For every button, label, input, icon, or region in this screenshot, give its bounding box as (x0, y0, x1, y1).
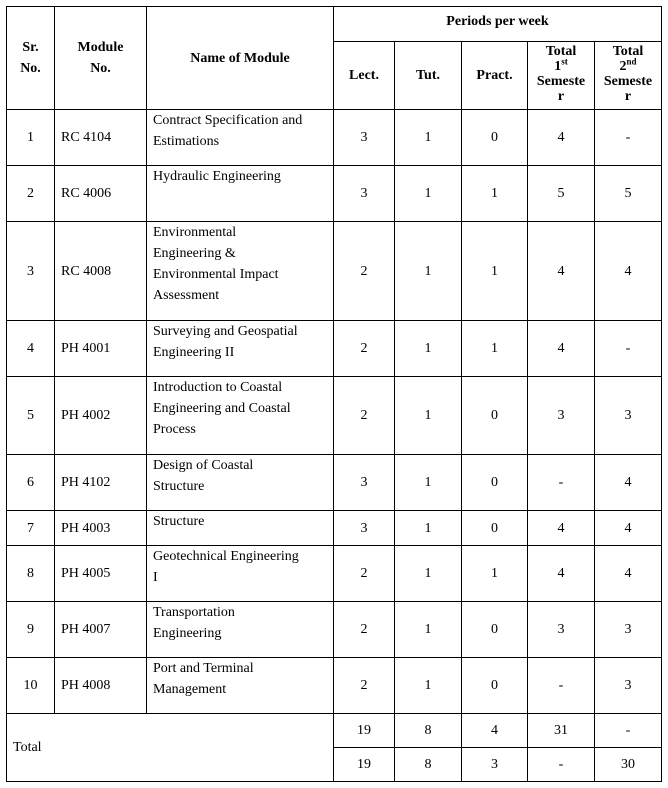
module-name-cell (147, 511, 334, 546)
pract-cell: 1 (462, 546, 528, 602)
module-name-cell (147, 166, 334, 222)
tut-cell: 1 (395, 222, 462, 321)
sr-no-cell: 6 (7, 455, 55, 511)
module-name-line: Surveying and Geospatial (153, 324, 298, 339)
sr-no-cell: 4 (7, 321, 55, 377)
module-name-line: Port and Terminal (153, 661, 254, 676)
module-name-cell (147, 377, 334, 455)
tut-cell: 1 (395, 110, 462, 166)
pract-cell: 0 (462, 511, 528, 546)
sr-no-cell: 3 (7, 222, 55, 321)
module-name-line: I (153, 570, 158, 585)
module-code-cell: RC 4006 (55, 166, 147, 222)
tut-cell: 1 (395, 511, 462, 546)
sem2-total-cell: - (595, 110, 662, 166)
tut-cell: 1 (395, 658, 462, 714)
sem2-total-cell: 3 (595, 377, 662, 455)
sem2-total-cell: 4 (595, 511, 662, 546)
sem1-total-cell: 4 (528, 110, 595, 166)
lect-cell: 3 (334, 455, 395, 511)
module-name-cell (147, 222, 334, 321)
pract-cell: 1 (462, 321, 528, 377)
module-name-cell (147, 321, 334, 377)
pract-cell: 1 (462, 166, 528, 222)
table-row (7, 321, 662, 377)
table-row (7, 511, 662, 546)
lect-cell: 2 (334, 546, 395, 602)
sem1-total-cell: - (528, 455, 595, 511)
total-tut-1: 8 (395, 714, 462, 748)
lect-cell: 2 (334, 377, 395, 455)
pract-cell: 0 (462, 658, 528, 714)
sem2-total-cell: - (595, 321, 662, 377)
module-name-line: Introduction to Coastal (153, 380, 283, 395)
sem2-total-cell: 4 (595, 455, 662, 511)
module-name-line: Hydraulic Engineering (153, 169, 281, 184)
module-name-cell (147, 110, 334, 166)
sem2-total-cell: 3 (595, 602, 662, 658)
module-name-cell (147, 658, 334, 714)
tut-cell: 1 (395, 166, 462, 222)
module-name-line: Environmental (153, 225, 237, 240)
module-code-cell: PH 4003 (55, 511, 147, 546)
tut-cell: 1 (395, 377, 462, 455)
header-lect: Lect. (334, 42, 395, 110)
lect-cell: 3 (334, 166, 395, 222)
table-row (7, 222, 662, 321)
module-table (6, 6, 662, 782)
sr-no-cell: 10 (7, 658, 55, 714)
table-row (7, 110, 662, 166)
module-name-line: Transportation (153, 605, 235, 620)
module-name-line: Process (153, 422, 196, 437)
module-code-cell: PH 4002 (55, 377, 147, 455)
module-name-line: Structure (153, 514, 205, 529)
module-name-line: Engineering (153, 626, 222, 641)
module-code-cell: PH 4005 (55, 546, 147, 602)
lect-cell: 2 (334, 602, 395, 658)
total-label: Total (7, 714, 334, 782)
pract-cell: 0 (462, 110, 528, 166)
module-code-cell: PH 4001 (55, 321, 147, 377)
sr-no-cell: 2 (7, 166, 55, 222)
module-name-line: Assessment (153, 288, 220, 303)
pract-cell: 0 (462, 377, 528, 455)
total-sem2-2: 30 (595, 748, 662, 782)
table-row (7, 602, 662, 658)
lect-cell: 3 (334, 110, 395, 166)
module-name-line: Geotechnical Engineering (153, 549, 299, 564)
total-lect-1: 19 (334, 714, 395, 748)
tut-cell: 1 (395, 602, 462, 658)
module-name-line: Environmental Impact (153, 267, 279, 282)
tut-cell: 1 (395, 321, 462, 377)
header-total-2nd-semester: Total 2nd Semeste r (595, 42, 662, 110)
sem1-total-cell: 4 (528, 546, 595, 602)
module-code-cell: RC 4104 (55, 110, 147, 166)
header-module-no: Module No. (55, 7, 147, 110)
module-name-line: Engineering II (153, 345, 235, 360)
total-tut-2: 8 (395, 748, 462, 782)
table-row (7, 546, 662, 602)
header-pract: Pract. (462, 42, 528, 110)
lect-cell: 2 (334, 321, 395, 377)
sem1-total-cell: - (528, 658, 595, 714)
module-name-cell (147, 602, 334, 658)
module-name-cell (147, 546, 334, 602)
sem2-total-cell: 5 (595, 166, 662, 222)
module-name-line: Contract Specification and (153, 113, 303, 128)
pract-cell: 0 (462, 602, 528, 658)
sr-no-cell: 7 (7, 511, 55, 546)
sem1-total-cell: 3 (528, 377, 595, 455)
module-name-line: Design of Coastal (153, 458, 254, 473)
total-lect-2: 19 (334, 748, 395, 782)
table-row (7, 658, 662, 714)
module-name-line: Engineering and Coastal (153, 401, 291, 416)
sem2-total-cell: 4 (595, 546, 662, 602)
module-code-cell: PH 4007 (55, 602, 147, 658)
module-name-line: Engineering & (153, 246, 236, 261)
table-row (7, 455, 662, 511)
module-name-line: Estimations (153, 134, 220, 149)
lect-cell: 2 (334, 658, 395, 714)
header-sr-no: Sr. No. (7, 7, 55, 110)
sr-no-cell: 9 (7, 602, 55, 658)
header-periods-per-week: Periods per week (334, 7, 662, 42)
sem2-total-cell: 3 (595, 658, 662, 714)
sem1-total-cell: 4 (528, 222, 595, 321)
module-code-cell: PH 4102 (55, 455, 147, 511)
sem1-total-cell: 4 (528, 321, 595, 377)
module-name-cell (147, 455, 334, 511)
module-code-cell: RC 4008 (55, 222, 147, 321)
total-sem1-1: 31 (528, 714, 595, 748)
sr-no-cell: 5 (7, 377, 55, 455)
sr-no-cell: 8 (7, 546, 55, 602)
sr-no-cell: 1 (7, 110, 55, 166)
lect-cell: 2 (334, 222, 395, 321)
pract-cell: 1 (462, 222, 528, 321)
module-code-cell: PH 4008 (55, 658, 147, 714)
table-row (7, 377, 662, 455)
sem2-total-cell: 4 (595, 222, 662, 321)
module-name-line: Management (153, 682, 227, 697)
sem1-total-cell: 5 (528, 166, 595, 222)
table-row (7, 166, 662, 222)
tut-cell: 1 (395, 455, 462, 511)
sem1-total-cell: 4 (528, 511, 595, 546)
sem1-total-cell: 3 (528, 602, 595, 658)
pract-cell: 0 (462, 455, 528, 511)
module-name-line: Structure (153, 479, 205, 494)
header-total-1st-semester: Total 1st Semeste r (528, 42, 595, 110)
total-sem1-2: - (528, 748, 595, 782)
header-module-name: Name of Module (147, 7, 334, 110)
total-pract-1: 4 (462, 714, 528, 748)
total-sem2-1: - (595, 714, 662, 748)
tut-cell: 1 (395, 546, 462, 602)
header-tut: Tut. (395, 42, 462, 110)
lect-cell: 3 (334, 511, 395, 546)
total-pract-2: 3 (462, 748, 528, 782)
